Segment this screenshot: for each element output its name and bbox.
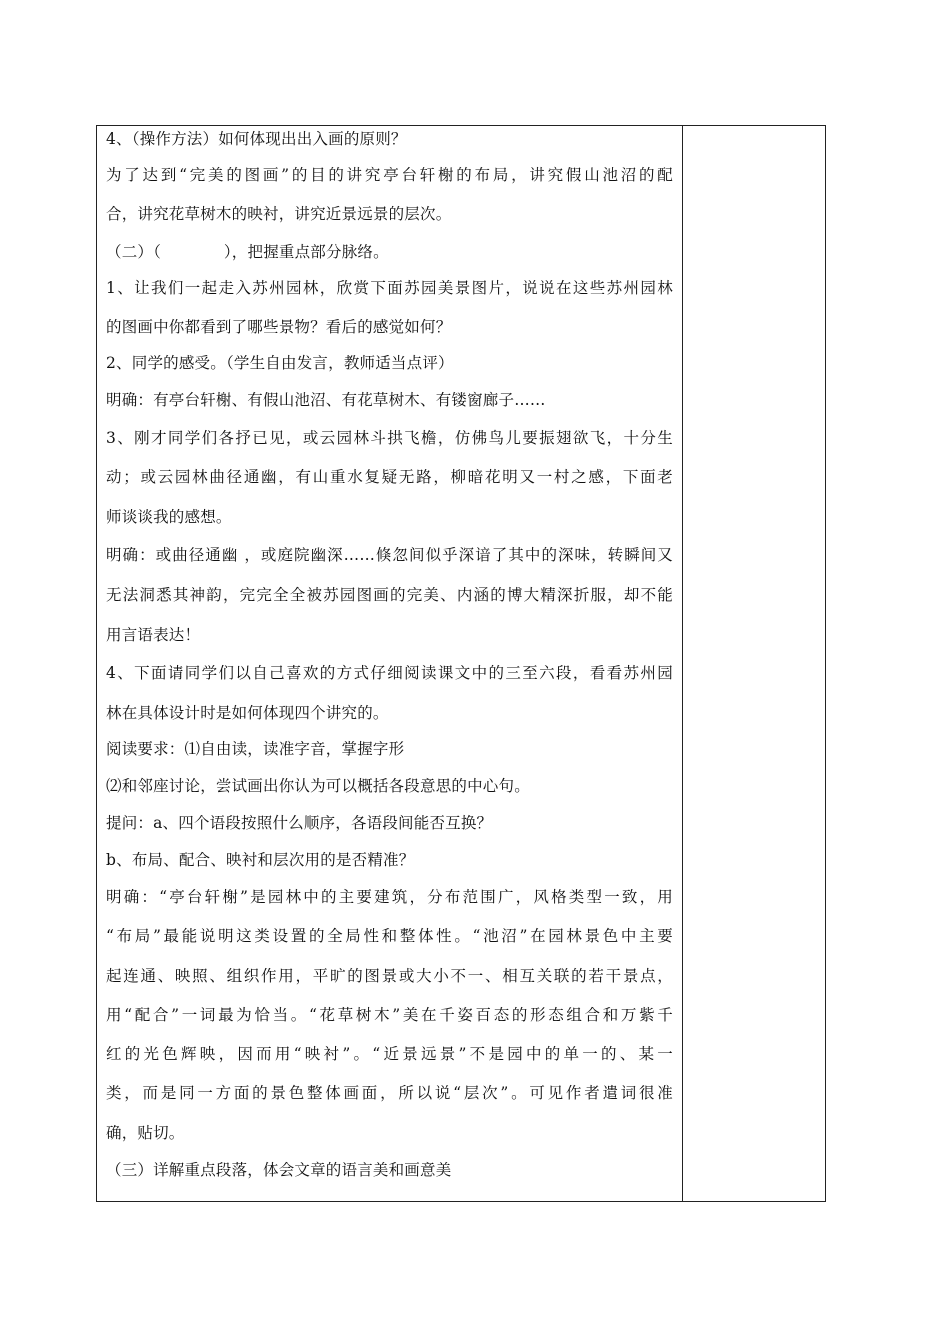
text-line: 明确：或曲径通幽 ，或庭院幽深……倏忽间似乎深谙了其中的深味，转瞬间又	[106, 546, 673, 564]
text-line: （三）详解重点段落，体会文章的语言美和画意美	[106, 1161, 452, 1179]
text-line: 为了达到“完美的图画”的目的讲究亭台轩榭的布局，讲究假山池沼的配	[106, 166, 673, 184]
text-line: 师谈谈我的感想。	[106, 508, 232, 526]
text-line: 类，而是同一方面的景色整体画面，所以说“层次”。可见作者遣词很准	[106, 1084, 673, 1102]
lesson-table	[96, 125, 826, 1202]
notes-cell	[683, 126, 825, 1201]
text-line: 1、让我们一起走入苏州园林，欣赏下面苏园美景图片，说说在这些苏州园林	[106, 279, 673, 297]
text-line: 4、下面请同学们以自己喜欢的方式仔细阅读课文中的三至六段，看看苏州园	[106, 664, 673, 682]
text-line: 3、刚才同学们各抒已见，或云园林斗拱飞檐，仿佛鸟儿要振翅欲飞，十分生	[106, 429, 673, 447]
text-line: 明确：有亭台轩榭、有假山池沼、有花草树木、有镂窗廊子……	[106, 391, 546, 409]
text-line: 用“配合”一词最为恰当。“花草树木”美在千姿百态的形态组合和万紫千	[106, 1006, 673, 1024]
text-line: 确，贴切。	[106, 1124, 185, 1142]
text-line: 林在具体设计时是如何体现四个讲究的。	[106, 704, 389, 722]
text-line: 红的光色辉映，因而用“映衬”。“近景远景”不是园中的单一的、某一	[106, 1045, 673, 1063]
text-line: （二）（ ），把握重点部分脉络。	[106, 243, 389, 261]
text-line: b、布局、配合、映衬和层次用的是否精准？	[106, 851, 415, 869]
text-line: “布局”最能说明这类设置的全局性和整体性。“池沼”在园林景色中主要	[106, 927, 673, 945]
text-line: 起连通、映照、组织作用，平旷的图景或大小不一、相互关联的若干景点，	[106, 967, 673, 985]
text-line: 无法洞悉其神韵，完完全全被苏园图画的完美、内涵的博大精深折服，却不能	[106, 586, 673, 604]
text-line: 提问：a、四个语段按照什么顺序，各语段间能否互换？	[106, 814, 493, 832]
lesson-content-cell	[97, 126, 682, 1201]
text-line: 动；或云园林曲径通幽，有山重水复疑无路，柳暗花明又一村之感，下面老	[106, 468, 673, 486]
text-line: 阅读要求：⑴自由读，读准字音，掌握字形	[106, 740, 405, 758]
text-line: 4、（操作方法）如何体现出出入画的原则？	[106, 130, 407, 148]
text-line: 的图画中你都看到了哪些景物？看后的感觉如何？	[106, 318, 452, 336]
text-line: 明确：“亭台轩榭”是园林中的主要建筑，分布范围广，风格类型一致，用	[106, 888, 673, 906]
text-line: 合，讲究花草树木的映衬，讲究近景远景的层次。	[106, 205, 452, 223]
text-line: ⑵和邻座讨论，尝试画出你认为可以概括各段意思的中心句。	[106, 777, 530, 795]
text-line: 用言语表达！	[106, 626, 201, 644]
text-line: 2、同学的感受。（学生自由发言，教师适当点评）	[106, 354, 454, 372]
